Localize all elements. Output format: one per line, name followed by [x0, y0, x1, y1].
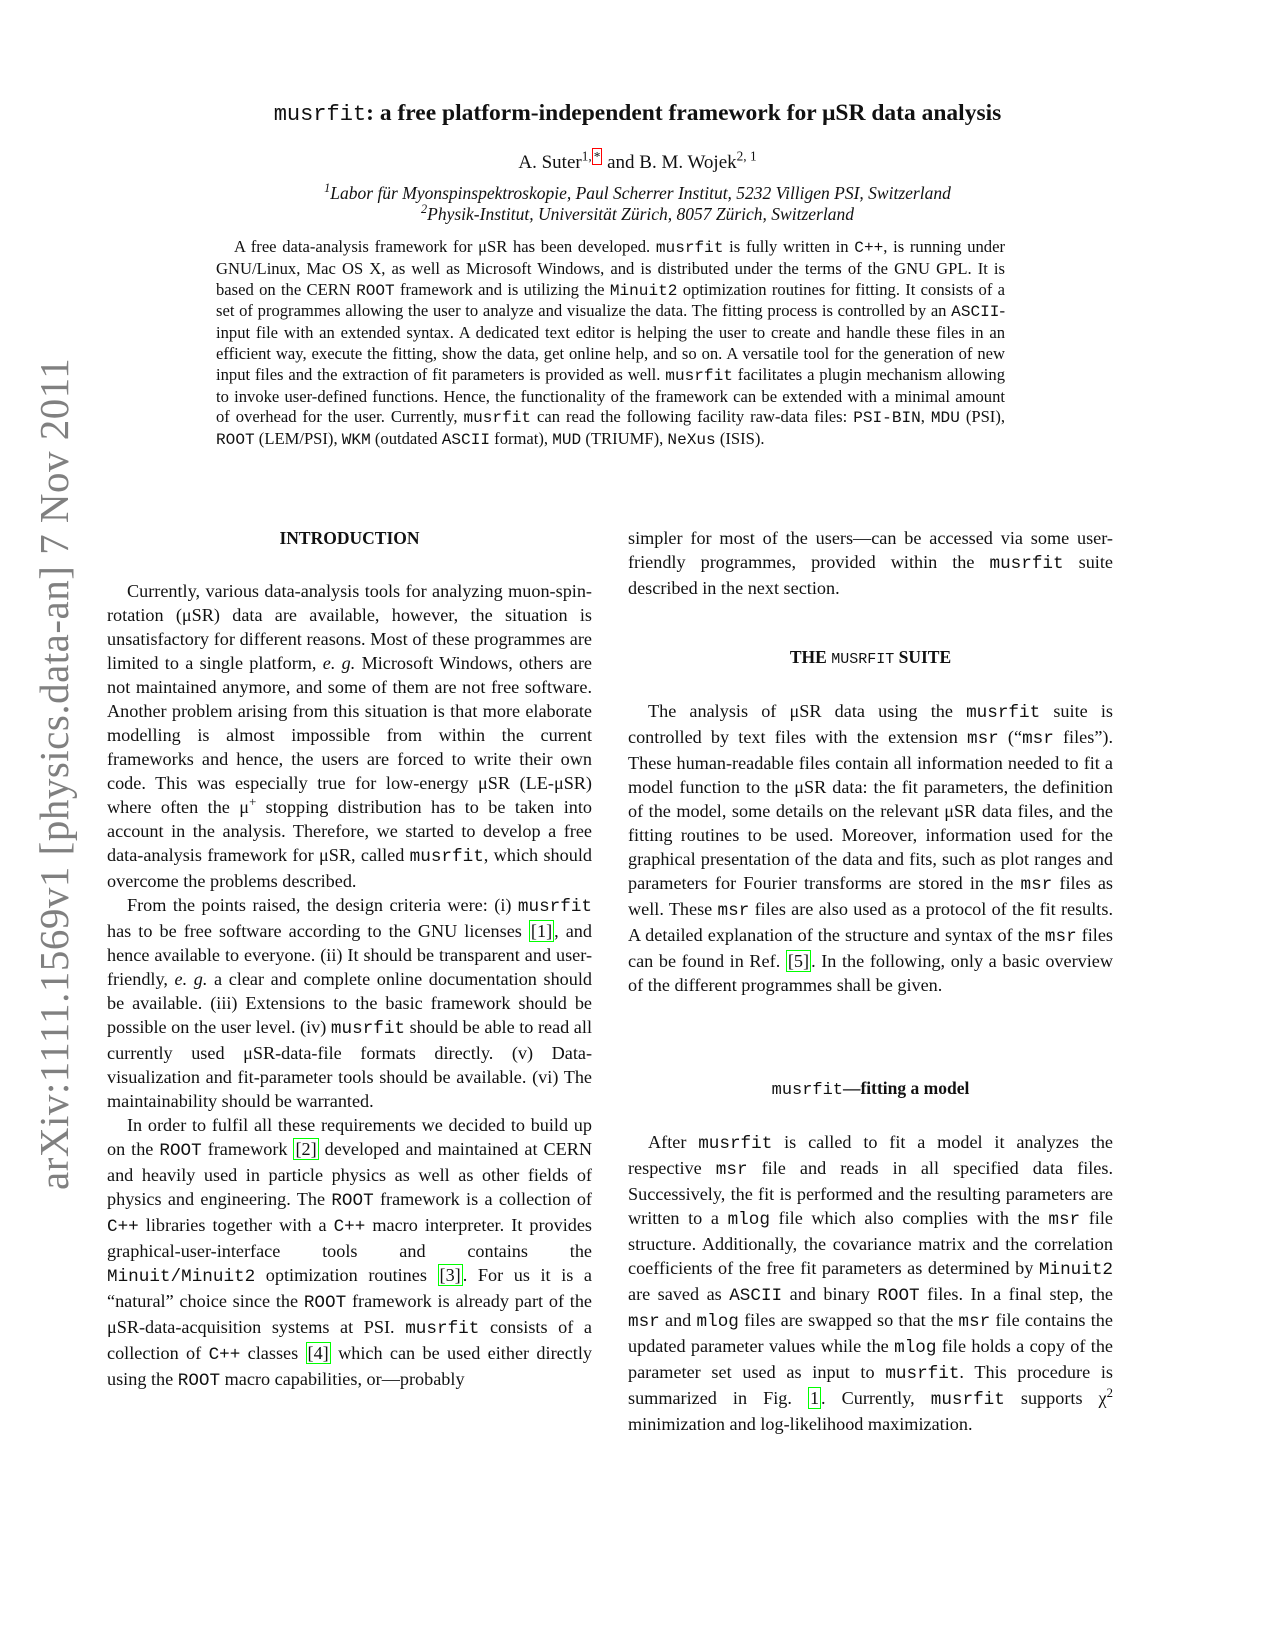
title-text: : a free platform-independent framework for μSR data analysis — [366, 100, 1002, 126]
affiliation-text: Physik-Institut, Universität Zürich, 8057 Zürich, Switzerland — [427, 204, 854, 224]
affiliation-2 — [0, 204, 1275, 225]
affiliation-text: Labor für Myonspinspektroskopie, Paul Scherrer Institut, 5232 Villigen PSI, Switzerland — [330, 183, 951, 203]
paragraph: simpler for most of the users—can be accessed via some user-friendly programmes, provided within the musrfit suite described in the next section. — [628, 528, 1113, 598]
title-program-name: musrfit — [273, 102, 367, 127]
musrfit-suite-section — [628, 699, 1113, 997]
section-heading-musrfit-suite: THE MUSRFIT SUITE — [789, 647, 952, 668]
citation-link-1[interactable]: [1] — [530, 921, 553, 941]
paper-title — [0, 100, 1275, 127]
paragraph: Currently, various data-analysis tools for analyzing muon-spin-rotation (μSR) data are available, however, the situation is unsatisfactory for different reasons. Most of these programmes are limited to a single platform, e. g. Microsoft Windows, others are not maintained anymore, and some of them are not free software. Another problem arising from this situation is that more elaborate modelling is almost impossible from within the current frameworks and hence, the users are forced to write their own code. This was especially true for low-energy μSR (LE-μSR) where often the μ+ stopping distribution has to be taken into account in the analysis. Therefore, we started to develop a free data-analysis framework for μSR, called musrfit, which should overcome the problems described. — [107, 581, 592, 891]
citation-link-4[interactable]: [4] — [307, 1343, 329, 1363]
fitting-a-model-section — [628, 1130, 1113, 1436]
author-2: B. M. Wojek — [639, 152, 737, 173]
corresponding-author-footnote-link[interactable]: * — [593, 148, 601, 164]
citation-link-5[interactable]: [5] — [787, 951, 810, 971]
subsection-heading-fitting-a-model: musrfit—fitting a model — [771, 1078, 970, 1100]
affiliation-1 — [0, 183, 1275, 204]
citation-link-2[interactable]: [2] — [295, 1139, 317, 1159]
paragraph: The analysis of μSR data using the musrfit suite is controlled by text files with the extension msr (“msr files”). These human-readable files contain all information needed to fit a model function to the μSR data: the fit parameters, the definition of the model, some details on the relevant μSR data files, and the fitting routines to be used. Moreover, information used for the graphical presentation of the data and fits, such as plot ranges and parameters for Fourier transforms are stored in the msr files as well. These msr files are also used as a protocol of the fit results. A detailed explanation of the structure and syntax of the msr files can be found in Ref. [5] . In the following, only a basic overview of the different programmes shall be given. — [628, 701, 1114, 995]
paragraph: In order to fulfil all these requirements we decided to build up on the ROOT framework [2] developed and maintained at CERN and heavily used in particle physics as well as other fields of physics and engineering. The ROOT framework is a collection of C++ libraries together with a C++ macro interpreter. It provides graphical-user-interface tools and contains the Minuit/Minuit2 optimization routines [3] . For us it is a “natural” choice since the ROOT framework is already part of the μSR-data-acquisition systems at PSI. musrfit consists of a collection of C++ classes [4] which can be used either directly using the ROOT macro capabilities, or—probably — [107, 1115, 593, 1391]
introduction-section — [107, 579, 592, 1393]
affiliation-number: 1 — [324, 181, 331, 196]
figure-link-1[interactable]: 1 — [809, 1388, 820, 1408]
author-conjunction: and — [602, 152, 640, 173]
author-1-affiliation: 1, — [581, 148, 592, 164]
affiliation-number: 2 — [421, 202, 428, 217]
arxiv-identifier-stamp: arXiv:1111.1569v1 [physics.data-an] 7 Nov 2011 — [31, 357, 77, 1190]
citation-link-3[interactable]: [3] — [439, 1265, 461, 1285]
paragraph: After musrfit is called to fit a model it analyzes the respective msr file and reads in all specified data files. Successively, the fit is performed and the resulting parameters are written to a mlog file which also complies with the msr file structure. Additionally, the covariance matrix and the correlation coefficients of the free fit parameters as determined by Minuit2 are saved as ASCII and binary ROOT files. In a final step, the msr and mlog files are swapped so that the msr file contains the updated parameter values while the mlog file holds a copy of the parameter set used as input to musrfit. This procedure is summarized in Fig. 1 . Currently, musrfit supports $\chi^2$ minimization and log-likelihood maximization. — [628, 1132, 1114, 1434]
author-2-affiliation: 2, 1 — [736, 148, 757, 164]
introduction-continuation — [628, 526, 1113, 600]
paragraph: From the points raised, the design criteria were: (i) musrfit has to be free software according to the GNU licenses [1] , and hence available to everyone. (ii) It should be transparent and user-friendly, e. g. a clear and complete online documentation should be available. (iii) Extensions to the basic framework should be possible on the user level. (iv) musrfit should be able to read all currently used μSR-data-file formats directly. (v) Data-visualization and fit-parameter tools should be available. (vi) The maintainability should be warranted. — [107, 895, 592, 1111]
abstract: A free data-analysis framework for μSR has been developed. musrfit is fully written in C++, is running under GNU/Linux, Mac OS X, as well as Microsoft Windows, and is distributed under the terms of the GNU GPL. It is based on the CERN ROOT framework and is utilizing the Minuit2 optimization routines for fitting. It consists of a set of programmes allowing the user to analyze and visualize the data. The fitting process is controlled by an ASCII-input file with an extended syntax. A dedicated text editor is helping the user to create and handle these files in an efficient way, execute the fitting, show the data, get online help, and so on. A versatile tool for the generation of new input files and the extraction of fit parameters is provided as well. musrfit facilitates a plugin mechanism allowing to invoke user-defined functions. Hence, the functionality of the framework can be extended with a minimal amount of overhead for the user. Currently, musrfit can read the following facility raw-data files: PSI-BIN, MDU (PSI), ROOT (LEM/PSI), WKM (outdated ASCII format), MUD (TRIUMF), NeXus (ISIS). — [216, 237, 1005, 450]
section-heading-introduction: INTRODUCTION — [279, 528, 420, 548]
author-1: A. Suter — [518, 152, 582, 173]
author-list — [0, 148, 1275, 174]
